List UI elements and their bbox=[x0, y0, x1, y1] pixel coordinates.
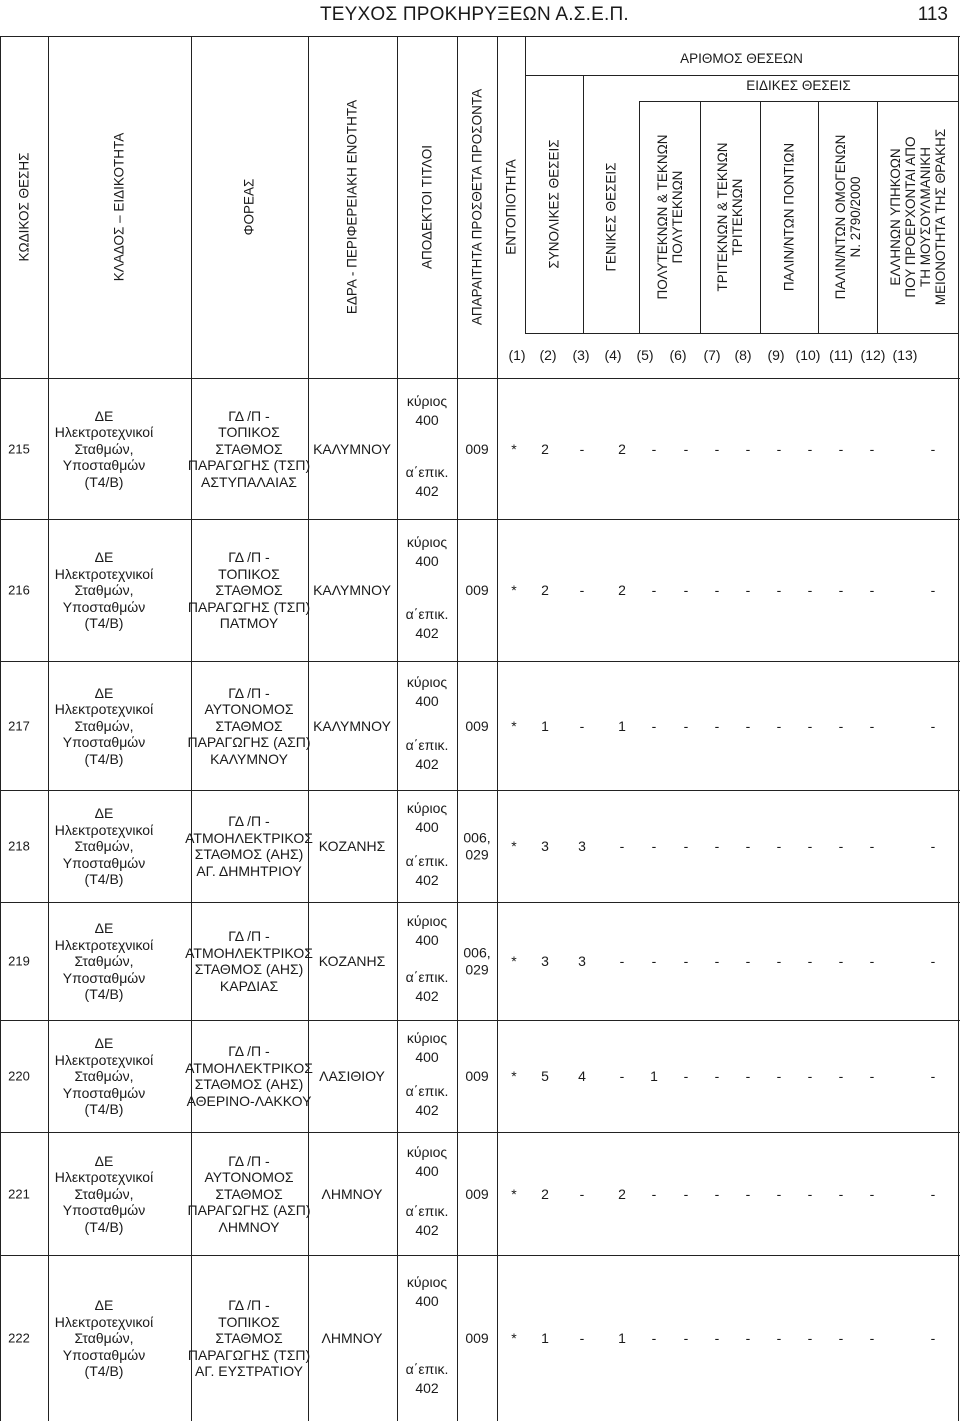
special-positions-title: ΕΙΔΙΚΕΣ ΘΕΣΕΙΣ bbox=[746, 78, 851, 93]
thrace-minority-column-header: ΕΛΛΗΝΩΝ ΥΠΗΚΟΩΝ ΠΟΥ ΠΡΟΕΡΧΟΝΤΑΙ ΑΠΟ ΤΗ ΜΟΥΣΟΥΛΜΑΝΙΚΗ ΜΕΙΟΝΟΤΗΤΑ ΤΗΣ ΘΡΑΚΗΣ bbox=[888, 128, 948, 306]
specialty-cell: ΔΕ Ηλεκτροτεχνικοί Σταθμών, Υποσταθμών (Τ4/Β) bbox=[54, 1034, 154, 1117]
position-count: * bbox=[511, 440, 517, 457]
alt-title-code: 402 bbox=[415, 988, 439, 1005]
position-count: - bbox=[807, 953, 813, 969]
main-title-label: κύριος bbox=[406, 533, 448, 550]
position-count: - bbox=[807, 440, 813, 457]
agency-column-header: ΦΟΡΕΑΣ bbox=[241, 178, 257, 236]
column-number: (5) bbox=[636, 347, 654, 363]
row-separator bbox=[0, 1132, 960, 1133]
position-count: - bbox=[869, 1068, 875, 1084]
position-count: - bbox=[745, 1068, 751, 1084]
header-column-border bbox=[818, 101, 819, 333]
position-count: - bbox=[714, 717, 720, 734]
table-top-border bbox=[0, 36, 960, 37]
specialty-cell: ΔΕ Ηλεκτροτεχνικοί Σταθμών, Υποσταθμών (Τ4/Β) bbox=[54, 684, 154, 767]
specialty-cell: ΔΕ Ηλεκτροτεχνικοί Σταθμών, Υποσταθμών (Τ4/Β) bbox=[54, 804, 154, 887]
position-count: - bbox=[683, 1068, 689, 1084]
position-count: - bbox=[619, 953, 625, 969]
position-count: - bbox=[776, 1185, 782, 1202]
main-title-label: κύριος bbox=[406, 1273, 448, 1290]
position-count: - bbox=[838, 440, 844, 457]
alt-title-code: 402 bbox=[415, 482, 439, 499]
position-count: 2 bbox=[618, 1185, 626, 1202]
row-separator bbox=[0, 1020, 960, 1021]
total-positions-column-header: ΣΥΝΟΛΙΚΕΣ ΘΕΣΕΙΣ bbox=[546, 139, 562, 269]
column-border bbox=[48, 36, 49, 1421]
position-code: 216 bbox=[8, 582, 30, 598]
alt-title-code: 402 bbox=[415, 624, 439, 641]
position-count: 3 bbox=[578, 838, 586, 854]
position-count: - bbox=[651, 953, 657, 969]
alt-title-code: 402 bbox=[415, 871, 439, 888]
position-count: - bbox=[776, 953, 782, 969]
alt-title-code: 402 bbox=[415, 1101, 439, 1118]
position-count: - bbox=[745, 1185, 751, 1202]
position-count: - bbox=[683, 953, 689, 969]
locality-code: 009 bbox=[465, 1067, 489, 1084]
specialty-cell: ΔΕ Ηλεκτροτεχνικοί Σταθμών, Υποσταθμών (Τ4/Β) bbox=[54, 1152, 154, 1235]
region-column-header: ΕΔΡΑ - ΠΕΡΙΦΕΡΕΙΑΚΗ ΕΝΟΤΗΤΑ bbox=[344, 99, 360, 315]
position-count: - bbox=[930, 838, 936, 854]
page-header bbox=[0, 0, 960, 34]
header-column-border bbox=[760, 101, 761, 333]
position-count: - bbox=[714, 440, 720, 457]
row-separator bbox=[0, 519, 960, 520]
agency-cell: ΓΔ /Π - ΑΤΜΟΗΛΕΚΤΡΙΚΟΣ ΣΤΑΘΜΟΣ (ΑΗΣ) ΑΓ. ΔΗΜΗΤΡΙΟΥ bbox=[185, 813, 313, 879]
position-count: - bbox=[579, 440, 585, 457]
position-count: - bbox=[714, 1330, 720, 1346]
region-cell: ΚΑΛΥΜΝΟΥ bbox=[313, 717, 391, 734]
position-count: - bbox=[869, 953, 875, 969]
specialty-cell: ΔΕ Ηλεκτροτεχνικοί Σταθμών, Υποσταθμών (Τ4/Β) bbox=[54, 919, 154, 1002]
locality-column-header: ΕΝΤΟΠΙΟΤΗΤΑ bbox=[503, 159, 519, 255]
main-title-label: κύριος bbox=[406, 673, 448, 690]
column-border bbox=[457, 36, 458, 1421]
column-number: (1) bbox=[508, 347, 526, 363]
alt-title-code: 402 bbox=[415, 1379, 439, 1396]
subgroup-title-rule bbox=[639, 101, 958, 102]
agency-cell: ΓΔ /Π - ΤΟΠΙΚΟΣ ΣΤΑΘΜΟΣ ΠΑΡΑΓΩΓΗΣ (ΤΣΠ) ΑΣΤΥΠΑΛΑΙΑΣ bbox=[187, 407, 311, 490]
region-cell: ΛΑΣΙΘΙΟΥ bbox=[319, 1068, 385, 1084]
positions-group-title: ΑΡΙΘΜΟΣ ΘΕΣΕΩΝ bbox=[680, 51, 803, 66]
column-number: (10) bbox=[795, 347, 821, 363]
position-count: - bbox=[930, 1068, 936, 1084]
positions-table bbox=[0, 36, 960, 1421]
position-count: - bbox=[683, 582, 689, 598]
column-border bbox=[397, 36, 398, 1421]
alt-title-label: α΄επικ. bbox=[405, 1360, 449, 1377]
position-count: - bbox=[776, 440, 782, 457]
position-count: - bbox=[807, 1185, 813, 1202]
column-number: (7) bbox=[703, 347, 721, 363]
agency-cell: ΓΔ /Π - ΤΟΠΙΚΟΣ ΣΤΑΘΜΟΣ ΠΑΡΑΓΩΓΗΣ (ΤΣΠ) ΠΑΤΜΟΥ bbox=[187, 548, 311, 631]
main-title-code: 400 bbox=[415, 931, 439, 948]
alt-title-label: α΄επικ. bbox=[405, 852, 449, 869]
main-title-label: κύριος bbox=[406, 1143, 448, 1160]
main-title-code: 400 bbox=[415, 552, 439, 569]
position-count: - bbox=[930, 1185, 936, 1202]
locality-code: 009 bbox=[465, 1185, 489, 1202]
alt-title-label: α΄επικ. bbox=[405, 605, 449, 622]
position-count: - bbox=[807, 717, 813, 734]
general-positions-column-header: ΓΕΝΙΚΕΣ ΘΕΣΕΙΣ bbox=[603, 162, 619, 272]
main-title-code: 400 bbox=[415, 1162, 439, 1179]
position-count: - bbox=[651, 1185, 657, 1202]
position-count: - bbox=[683, 440, 689, 457]
region-cell: ΚΟΖΑΝΗΣ bbox=[318, 838, 386, 854]
position-count: 1 bbox=[618, 717, 626, 734]
main-title-code: 400 bbox=[415, 411, 439, 428]
alt-title-code: 402 bbox=[415, 1222, 439, 1239]
position-count: - bbox=[745, 838, 751, 854]
row-separator bbox=[0, 1255, 960, 1256]
position-count: - bbox=[869, 1185, 875, 1202]
alt-title-code: 402 bbox=[415, 756, 439, 773]
position-count: - bbox=[869, 440, 875, 457]
specialty-cell: ΔΕ Ηλεκτροτεχνικοί Σταθμών, Υποσταθμών (Τ4/Β) bbox=[54, 1296, 154, 1379]
position-count: - bbox=[776, 838, 782, 854]
expatriates-column-header: ΠΑΛΙΝ/ΝΤΩΝ ΟΜΟΓΕΝΩΝ Ν. 2790/2000 bbox=[833, 134, 863, 300]
locality-code: 009 bbox=[465, 717, 489, 734]
position-count: - bbox=[714, 1185, 720, 1202]
column-number: (4) bbox=[604, 347, 622, 363]
large-families-column-header: ΠΟΛΥΤΕΚΝΩΝ & ΤΕΚΝΩΝ ΠΟΛΥΤΕΚΝΩΝ bbox=[655, 134, 685, 300]
position-count: - bbox=[745, 1330, 751, 1346]
position-count: - bbox=[930, 582, 936, 598]
position-count: - bbox=[807, 1330, 813, 1346]
position-count: - bbox=[838, 1185, 844, 1202]
position-count: 2 bbox=[541, 1185, 549, 1202]
header-column-border bbox=[583, 75, 584, 333]
row-separator bbox=[0, 902, 960, 903]
position-count: 3 bbox=[578, 953, 586, 969]
position-count: - bbox=[714, 1068, 720, 1084]
accepted-titles-column-header: ΑΠΟΔΕΚΤΟΙ ΤΙΤΛΟΙ bbox=[419, 145, 435, 269]
agency-cell: ΓΔ /Π - ΑΥΤΟΝΟΜΟΣ ΣΤΑΘΜΟΣ ΠΑΡΑΓΩΓΗΣ (ΑΣΠ) ΚΑΛΥΜΝΟΥ bbox=[187, 684, 311, 767]
position-count: * bbox=[511, 838, 517, 854]
position-count: - bbox=[776, 1068, 782, 1084]
position-count: - bbox=[807, 582, 813, 598]
column-border bbox=[497, 36, 498, 1421]
three-child-families-column-header: ΤΡΙΤΕΚΝΩΝ & ΤΕΚΝΩΝ ΤΡΙΤΕΚΝΩΝ bbox=[715, 142, 745, 292]
column-number: (9) bbox=[767, 347, 785, 363]
position-code: 217 bbox=[8, 718, 30, 733]
column-number-rule bbox=[525, 333, 958, 334]
locality-code: 009 bbox=[465, 581, 489, 598]
locality-code: 009 bbox=[465, 440, 489, 457]
locality-code: 009 bbox=[465, 1329, 489, 1346]
region-cell: ΚΑΛΥΜΝΟΥ bbox=[313, 582, 391, 598]
position-count: - bbox=[745, 953, 751, 969]
position-code: 218 bbox=[8, 838, 30, 854]
row-separator bbox=[0, 661, 960, 662]
main-title-label: κύριος bbox=[406, 799, 448, 816]
position-count: 1 bbox=[541, 717, 549, 734]
column-number: (6) bbox=[669, 347, 687, 363]
position-count: 5 bbox=[541, 1068, 549, 1084]
position-count: - bbox=[869, 582, 875, 598]
position-count: - bbox=[838, 838, 844, 854]
position-count: - bbox=[619, 838, 625, 854]
position-count: 2 bbox=[541, 440, 549, 457]
position-count: - bbox=[651, 838, 657, 854]
position-count: - bbox=[714, 582, 720, 598]
position-count: - bbox=[807, 1068, 813, 1084]
position-count: - bbox=[838, 1068, 844, 1084]
position-count: * bbox=[511, 582, 517, 598]
position-count: - bbox=[838, 953, 844, 969]
main-title-label: κύριος bbox=[406, 912, 448, 929]
region-cell: ΛΗΜΝΟΥ bbox=[321, 1185, 383, 1202]
position-count: - bbox=[714, 838, 720, 854]
position-count: - bbox=[651, 1330, 657, 1346]
header-bottom-border bbox=[0, 378, 960, 379]
alt-title-label: α΄επικ. bbox=[405, 1203, 449, 1220]
pontian-repatriates-column-header: ΠΑΛΙΝ/ΝΤΩΝ ΠΟΝΤΙΩΝ bbox=[781, 142, 797, 292]
position-count: - bbox=[579, 717, 585, 734]
agency-cell: ΓΔ /Π - ΑΤΜΟΗΛΕΚΤΡΙΚΟΣ ΣΤΑΘΜΟΣ (ΑΗΣ) ΚΑΡΔΙΑΣ bbox=[185, 928, 313, 994]
column-border bbox=[0, 36, 1, 1421]
position-count: - bbox=[869, 717, 875, 734]
position-count: - bbox=[579, 1185, 585, 1202]
position-count: - bbox=[745, 717, 751, 734]
position-count: - bbox=[745, 582, 751, 598]
position-count: - bbox=[651, 440, 657, 457]
position-count: - bbox=[930, 1330, 936, 1346]
position-count: - bbox=[776, 582, 782, 598]
position-count: * bbox=[511, 1330, 517, 1346]
position-count: - bbox=[651, 582, 657, 598]
position-count: - bbox=[579, 1330, 585, 1346]
position-count: - bbox=[714, 953, 720, 969]
position-count: - bbox=[683, 1330, 689, 1346]
position-count: - bbox=[869, 1330, 875, 1346]
agency-cell: ΓΔ /Π - ΤΟΠΙΚΟΣ ΣΤΑΘΜΟΣ ΠΑΡΑΓΩΓΗΣ (ΤΣΠ) ΑΓ. ΕΥΣΤΡΑΤΙΟΥ bbox=[187, 1296, 311, 1379]
position-count: - bbox=[683, 1185, 689, 1202]
column-number: (3) bbox=[572, 347, 590, 363]
position-count: - bbox=[838, 717, 844, 734]
position-code: 220 bbox=[8, 1068, 30, 1084]
position-code: 222 bbox=[8, 1330, 30, 1346]
specialty-cell: ΔΕ Ηλεκτροτεχνικοί Σταθμών, Υποσταθμών (Τ4/Β) bbox=[54, 407, 154, 490]
position-count: - bbox=[776, 717, 782, 734]
column-number: (13) bbox=[892, 347, 918, 363]
column-border bbox=[958, 36, 959, 1421]
column-number: (12) bbox=[860, 347, 886, 363]
position-count: 1 bbox=[618, 1330, 626, 1346]
agency-cell: ΓΔ /Π - ΑΥΤΟΝΟΜΟΣ ΣΤΑΘΜΟΣ ΠΑΡΑΓΩΓΗΣ (ΑΣΠ) ΛΗΜΝΟΥ bbox=[187, 1152, 311, 1235]
position-code: 215 bbox=[8, 441, 30, 456]
position-count: - bbox=[930, 717, 936, 734]
position-count: - bbox=[619, 1068, 625, 1084]
main-title-code: 400 bbox=[415, 1048, 439, 1065]
locality-code: 006, 029 bbox=[463, 829, 491, 862]
position-count: * bbox=[511, 1185, 517, 1202]
specialty-cell: ΔΕ Ηλεκτροτεχνικοί Σταθμών, Υποσταθμών (Τ4/Β) bbox=[54, 548, 154, 631]
position-count: 3 bbox=[541, 953, 549, 969]
alt-title-label: α΄επικ. bbox=[405, 1082, 449, 1099]
column-number: (11) bbox=[829, 347, 853, 363]
region-cell: ΚΟΖΑΝΗΣ bbox=[318, 953, 386, 969]
header-column-border bbox=[639, 101, 640, 333]
position-count: * bbox=[511, 1068, 517, 1084]
row-separator bbox=[0, 790, 960, 791]
position-count: - bbox=[869, 838, 875, 854]
position-count: 2 bbox=[541, 582, 549, 598]
position-count: - bbox=[930, 953, 936, 969]
column-number: (2) bbox=[539, 347, 557, 363]
header-column-border bbox=[877, 101, 878, 333]
page-number: 113 bbox=[917, 4, 948, 25]
position-count: - bbox=[838, 1330, 844, 1346]
position-code: 221 bbox=[8, 1186, 30, 1201]
position-count: 1 bbox=[541, 1330, 549, 1346]
position-count: - bbox=[683, 717, 689, 734]
required-qualifications-column-header: ΑΠΑΡΑΙΤΗΤΑ ΠΡΟΣΘΕΤΑ ΠΡΟΣΟΝΤΑ bbox=[469, 88, 485, 326]
header-column-border bbox=[700, 101, 701, 333]
region-cell: ΚΑΛΥΜΝΟΥ bbox=[313, 440, 391, 457]
main-title-code: 400 bbox=[415, 1292, 439, 1309]
main-title-code: 400 bbox=[415, 818, 439, 835]
position-count: - bbox=[651, 717, 657, 734]
position-count: - bbox=[579, 582, 585, 598]
position-count: * bbox=[511, 953, 517, 969]
position-count: - bbox=[807, 838, 813, 854]
alt-title-label: α΄επικ. bbox=[405, 969, 449, 986]
locality-code: 006, 029 bbox=[463, 944, 491, 977]
region-cell: ΛΗΜΝΟΥ bbox=[321, 1330, 383, 1346]
position-count: 2 bbox=[618, 582, 626, 598]
position-count: 2 bbox=[618, 440, 626, 457]
position-count: - bbox=[930, 440, 936, 457]
position-count: - bbox=[745, 440, 751, 457]
position-count: 4 bbox=[578, 1068, 586, 1084]
code-column-header: ΚΩΔΙΚΟΣ ΘΕΣΗΣ bbox=[16, 152, 32, 262]
group-title-rule bbox=[525, 75, 958, 76]
main-title-label: κύριος bbox=[406, 392, 448, 409]
position-count: - bbox=[683, 838, 689, 854]
position-code: 219 bbox=[8, 953, 30, 969]
column-number: (8) bbox=[734, 347, 752, 363]
issue-title: ΤΕΥΧΟΣ ΠΡΟΚΗΡΥΞΕΩΝ Α.Σ.Ε.Π. bbox=[320, 4, 629, 25]
position-count: 3 bbox=[541, 838, 549, 854]
agency-cell: ΓΔ /Π - ΑΤΜΟΗΛΕΚΤΡΙΚΟΣ ΣΤΑΘΜΟΣ (ΑΗΣ) ΑΘΕΡΙΝΟ-ΛΑΚΚΟΥ bbox=[185, 1043, 313, 1109]
main-title-label: κύριος bbox=[406, 1029, 448, 1046]
position-count: - bbox=[776, 1330, 782, 1346]
main-title-code: 400 bbox=[415, 692, 439, 709]
position-count: * bbox=[511, 717, 517, 734]
alt-title-label: α΄επικ. bbox=[405, 737, 449, 754]
specialty-column-header: ΚΛΑΔΟΣ – ΕΙΔΙΚΟΤΗΤΑ bbox=[111, 132, 127, 282]
header-column-border bbox=[525, 36, 526, 333]
alt-title-label: α΄επικ. bbox=[405, 463, 449, 480]
position-count: 1 bbox=[650, 1068, 658, 1084]
position-count: - bbox=[838, 582, 844, 598]
